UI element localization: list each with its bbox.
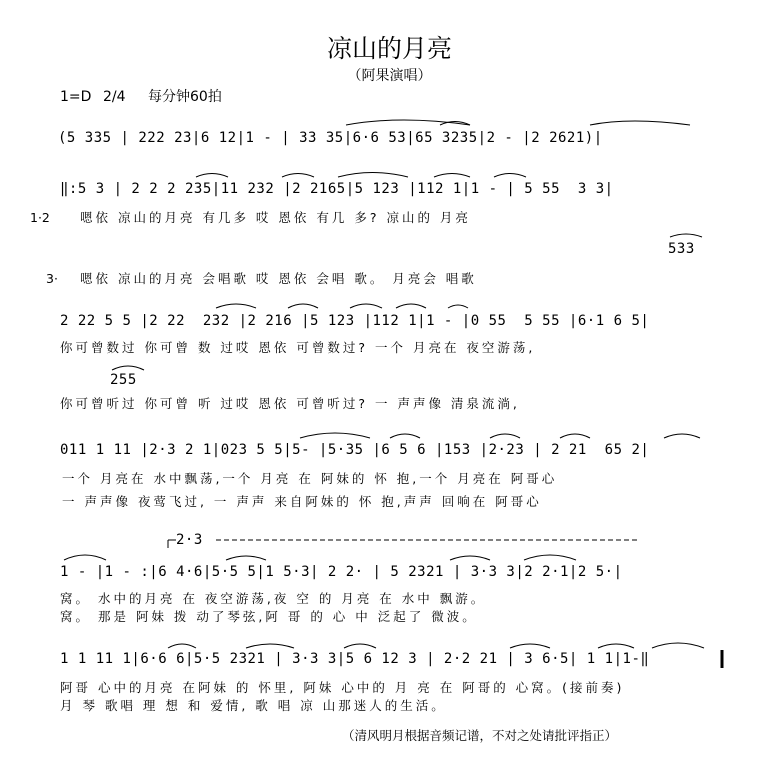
system-3-lyric-1: 你可曾数过 你可曾 数 过哎 恩依 可曾数过? 一个 月亮在 夜空游荡, [60,340,536,355]
tempo-marking: 每分钟60拍 [148,89,222,105]
system-3-variant-notes: 255 [110,372,137,388]
slur [288,304,318,308]
system-6-lyric-1: 阿哥 心中的月亮 在阿妹 的 怀里, 阿妹 心中的 月 亮 在 阿哥的 心窝。(接前奏) [60,680,625,695]
system-5-notes: 1 - |1 - :|6 4·6|5·5 5|1 5·3| 2 2· | 5 2321 | 3·3 3|2 2·1|2 5·| [60,564,623,580]
slur [226,556,266,560]
system-2-lyric-1-label: 1·2 [30,210,50,225]
system-6-lyric-2: 月 琴 歌唱 理 想 和 爱情, 歌 唱 凉 山那迷人的生活。 [60,698,447,713]
page-subtitle: （阿果演唱） [347,68,432,84]
slur [448,305,468,308]
slur [524,555,576,560]
slur [490,434,520,438]
slur [494,174,526,178]
slur [390,434,420,438]
system-2-notes: ‖:5 3 | 2 2 2 235|11 232 |2 2165|5 123 |112 1|1 - | 5 55 3 3| [60,181,614,197]
slur [64,555,106,560]
system-2-variant-notes: 533 [668,241,695,257]
system-2-lyric-2-label: 3· [46,271,58,286]
time-signature: 2/4 [103,89,126,105]
system-3-lyric-2: 你可曾听过 你可曾 听 过哎 恩依 可曾听过? 一 声声像 清泉流淌, [60,396,520,411]
system-2-lyric-2: 嗯依 凉山的月亮 会唱歌 哎 恩依 会唱 歌。 月亮会 唱歌 [80,271,477,286]
slur [652,643,704,648]
slur [664,434,700,438]
slur [560,434,590,438]
slur [450,556,490,560]
system-2-lyric-1: 嗯依 凉山的月亮 有几多 哎 恩依 有几 多? 凉山的 月亮 [80,210,471,225]
slur [196,174,228,178]
slur [300,433,370,438]
slur [590,121,690,125]
slur [216,304,256,308]
transcription-note: （清风明月根据音频记谱，不对之处请批评指正） [342,728,618,743]
slur [350,304,382,308]
volta-bracket-label: 2·3 [176,532,203,548]
slur [112,366,144,370]
key-signature: 1=D [60,89,92,105]
slur [344,644,376,648]
system-1-notes: (5 335 | 222 23|6 12|1 - | 33 35|6·6 53|65 3235|2 - |2 2621)| [58,130,603,146]
slur [346,120,470,125]
slur [440,122,470,126]
slur [282,174,314,178]
system-5-lyric-2: 窝。 那是 阿妹 拨 动了琴弦,阿 哥 的 心 中 泛起了 微波。 [60,609,478,624]
slur [246,644,294,648]
system-4-lyric-2: 一 声声像 夜莺飞过, 一 声声 来自阿妹的 怀 抱,声声 回响在 阿哥心 [62,494,542,509]
slur [670,234,702,237]
slur [434,174,470,178]
system-5-lyric-1: 窝。 水中的月亮 在 夜空游荡,夜 空 的 月亮 在 水中 飘游。 [60,591,487,606]
slur [168,644,196,648]
system-4-lyric-1: 一个 月亮在 水中飘荡,一个 月亮 在 阿妹的 怀 抱,一个 月亮在 阿哥心 [62,471,558,486]
slur [338,173,408,178]
slur [510,644,550,648]
page-title: 凉山的月亮 [326,34,452,63]
slur [598,644,634,648]
slur [396,304,426,308]
system-4-notes: 011 1 11 |2·3 2 1|023 5 5|5- |5·35 |6 5 6 |153 |2·23 | 2 21 65 2| [60,442,650,458]
system-3-notes: 2 22 5 5 |2 22 232 |2 216 |5 123 |112 1|1 - |0 55 5 55 |6·1 6 5| [60,313,650,329]
system-6-notes: 1 1 11 1|6·6 6|5·5 2321 | 3·3 3|5 6 12 3 | 2·2 21 | 3 6·5| 1 1|1-‖ [60,651,650,667]
